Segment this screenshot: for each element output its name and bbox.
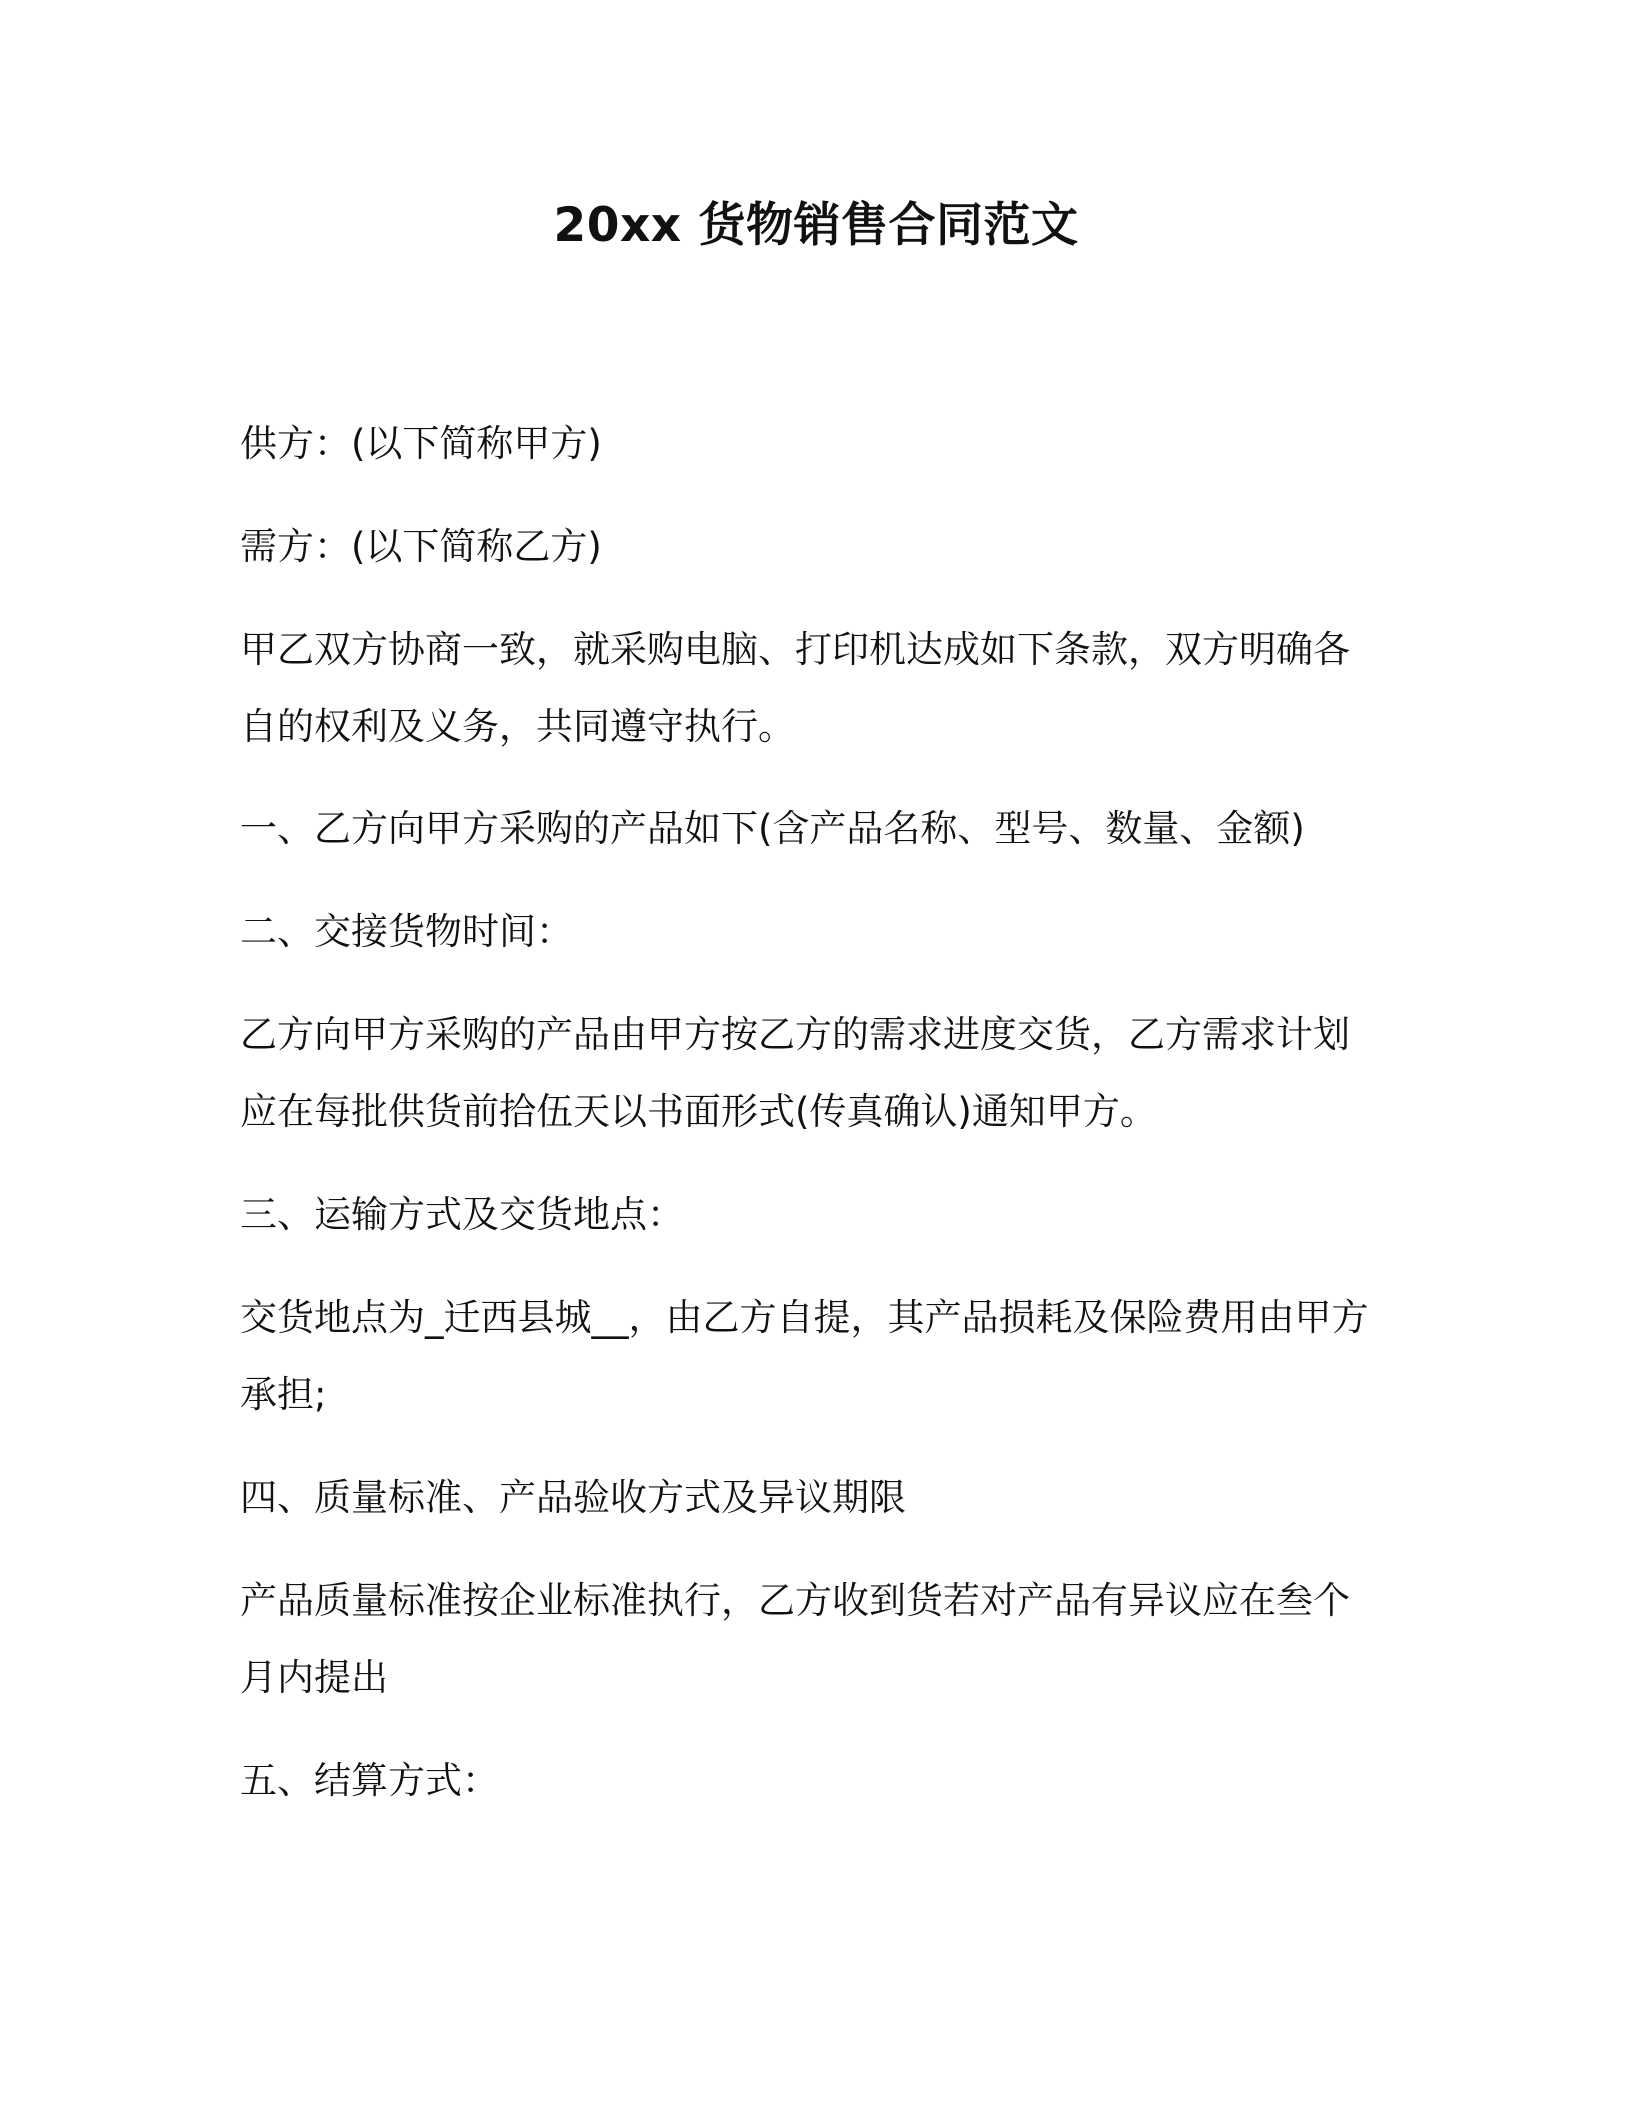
section-3-body-line-1: 交货地点为_迁西县城__，由乙方自提，其产品损耗及保险费用由甲方 [240, 1296, 1369, 1339]
buyer-line: 需方：(以下简称乙方) [240, 525, 602, 568]
document-title: 20xx 货物销售合同范文 [553, 198, 1079, 253]
intro-paragraph-line-2: 自的权利及义务，共同遵守执行。 [240, 705, 795, 748]
section-3-heading: 三、运输方式及交货地点： [240, 1193, 684, 1236]
intro-paragraph-line-1: 甲乙双方协商一致，就采购电脑、打印机达成如下条款，双方明确各 [240, 628, 1350, 671]
supplier-line: 供方：(以下简称甲方) [240, 422, 602, 465]
section-4-body-line-2: 月内提出 [240, 1656, 388, 1699]
section-5-heading: 五、结算方式： [240, 1759, 499, 1802]
section-3-body-line-2: 承担; [240, 1373, 327, 1416]
section-4-body-line-1: 产品质量标准按企业标准执行，乙方收到货若对产品有异议应在叁个 [240, 1579, 1350, 1622]
section-1-heading: 一、乙方向甲方采购的产品如下(含产品名称、型号、数量、金额) [240, 807, 1305, 850]
section-2-body-line-1: 乙方向甲方采购的产品由甲方按乙方的需求进度交货，乙方需求计划 [240, 1013, 1350, 1056]
section-2-body-line-2: 应在每批供货前拾伍天以书面形式(传真确认)通知甲方。 [240, 1090, 1157, 1133]
section-2-heading: 二、交接货物时间： [240, 910, 573, 953]
section-4-heading: 四、质量标准、产品验收方式及异议期限 [240, 1476, 906, 1519]
